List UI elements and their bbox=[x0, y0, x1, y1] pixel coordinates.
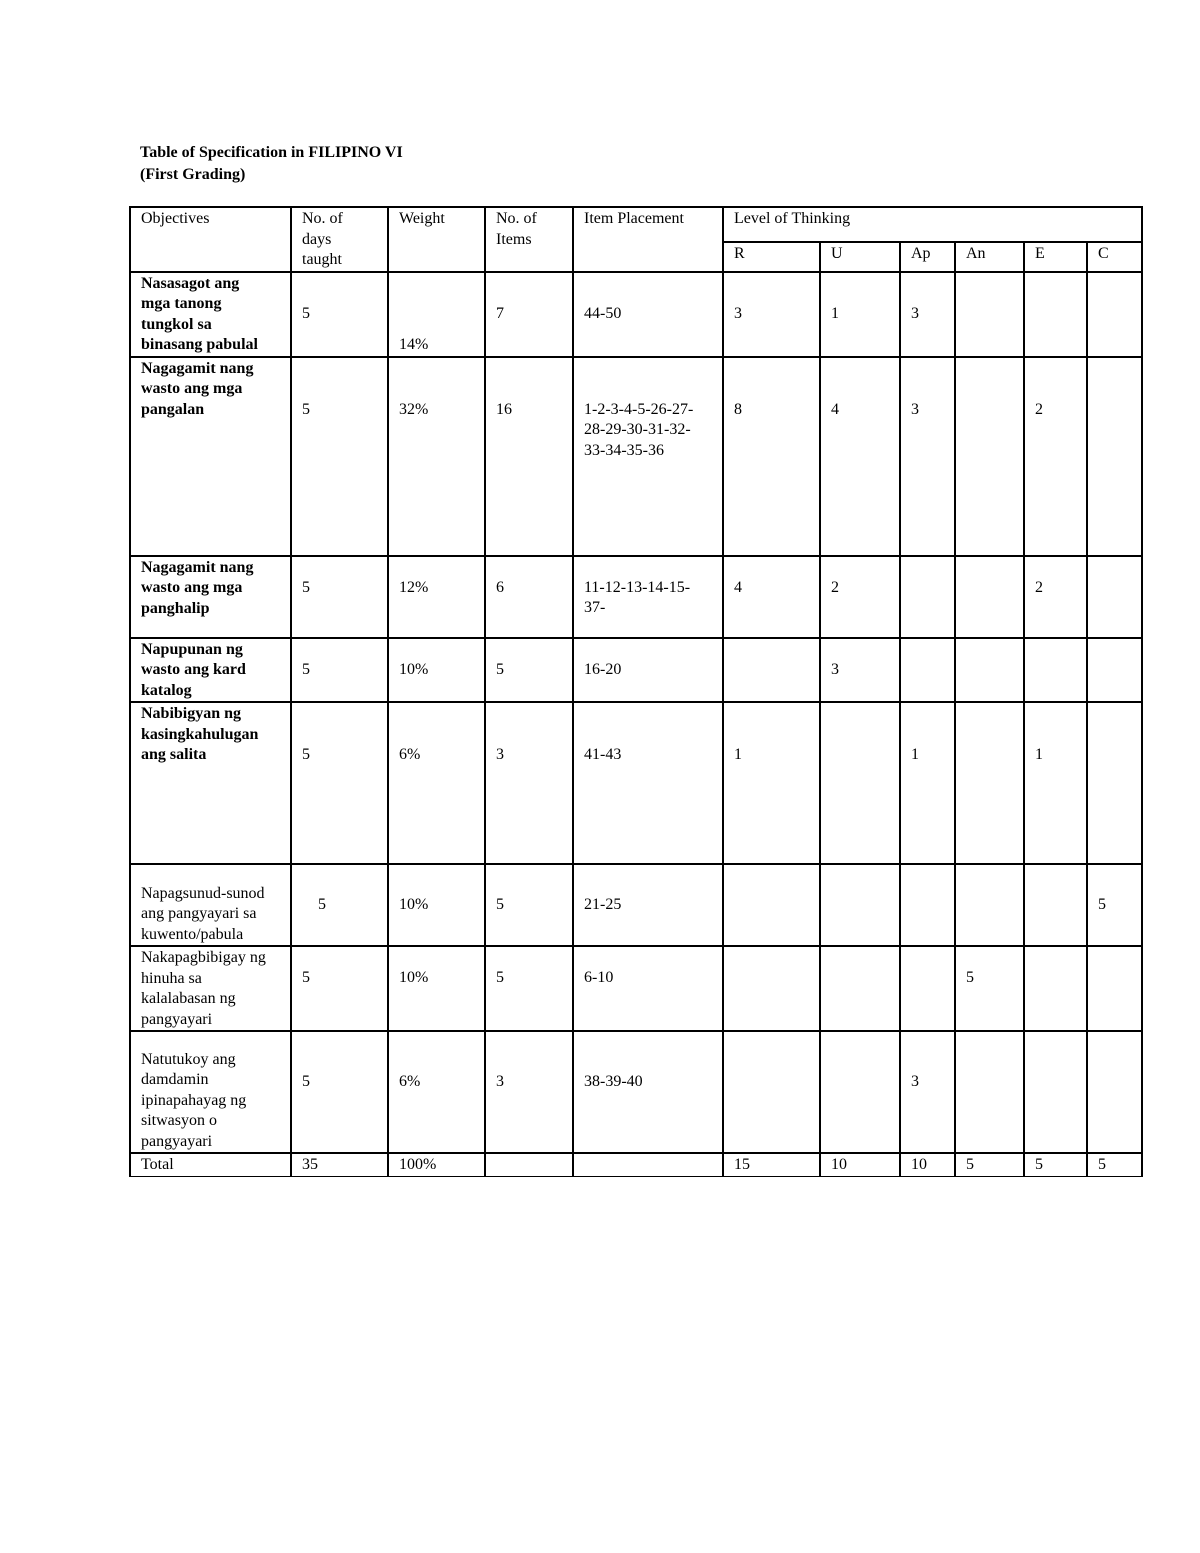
total-level-r: 15 bbox=[723, 1153, 820, 1176]
level-e-cell bbox=[1024, 864, 1087, 946]
level-ap-cell: 3 bbox=[900, 1031, 955, 1153]
weight-cell: 10% bbox=[388, 638, 485, 703]
weight-cell: 6% bbox=[388, 702, 485, 864]
level-r-cell: 3 bbox=[723, 272, 820, 357]
table-row bbox=[130, 1031, 1142, 1153]
level-r-cell bbox=[723, 864, 820, 946]
level-ap-cell bbox=[900, 556, 955, 638]
total-weight: 100% bbox=[388, 1153, 485, 1176]
level-e-cell bbox=[1024, 272, 1087, 357]
specification-table bbox=[129, 206, 1143, 1177]
level-an-cell bbox=[955, 556, 1024, 638]
table-row bbox=[130, 702, 1142, 864]
objective-cell: Nasasagot ang mga tanong tungkol sa binasang pabulal bbox=[130, 272, 291, 357]
header-weight: Weight bbox=[388, 207, 485, 272]
table-row bbox=[130, 864, 1142, 946]
total-level-ap: 10 bbox=[900, 1153, 955, 1176]
weight-cell: 14% bbox=[388, 272, 485, 357]
level-r-cell bbox=[723, 638, 820, 703]
level-an-cell bbox=[955, 638, 1024, 703]
table-row bbox=[130, 946, 1142, 1031]
level-u-cell: 1 bbox=[820, 272, 900, 357]
placement-cell: 11-12-13-14-15- 37- bbox=[573, 556, 723, 638]
level-an-cell: 5 bbox=[955, 946, 1024, 1031]
placement-cell: 16-20 bbox=[573, 638, 723, 703]
table-row bbox=[130, 272, 1142, 357]
placement-cell: 1-2-3-4-5-26-27- 28-29-30-31-32- 33-34-35-36 bbox=[573, 357, 723, 556]
level-u-cell bbox=[820, 864, 900, 946]
objective-cell: Natutukoy ang damdamin ipinapahayag ng sitwasyon o pangyayari bbox=[130, 1031, 291, 1153]
level-e-cell bbox=[1024, 638, 1087, 703]
level-ap-cell: 3 bbox=[900, 272, 955, 357]
objective-cell: Nagagamit nang wasto ang mga pangalan bbox=[130, 357, 291, 556]
header-objectives: Objectives bbox=[130, 207, 291, 272]
weight-cell: 10% bbox=[388, 864, 485, 946]
level-an-cell bbox=[955, 1031, 1024, 1153]
weight-cell: 10% bbox=[388, 946, 485, 1031]
total-level-e: 5 bbox=[1024, 1153, 1087, 1176]
total-level-u: 10 bbox=[820, 1153, 900, 1176]
items-cell: 5 bbox=[485, 864, 573, 946]
level-c-cell bbox=[1087, 638, 1142, 703]
level-r-cell: 4 bbox=[723, 556, 820, 638]
level-ap-cell: 1 bbox=[900, 702, 955, 864]
level-u-cell bbox=[820, 1031, 900, 1153]
table-row bbox=[130, 357, 1142, 556]
placement-cell: 38-39-40 bbox=[573, 1031, 723, 1153]
items-cell: 3 bbox=[485, 702, 573, 864]
days-cell: 5 bbox=[291, 357, 388, 556]
placement-cell: 21-25 bbox=[573, 864, 723, 946]
placement-cell: 44-50 bbox=[573, 272, 723, 357]
header-level-c: C bbox=[1087, 242, 1142, 271]
level-u-cell: 2 bbox=[820, 556, 900, 638]
items-cell: 5 bbox=[485, 638, 573, 703]
total-items bbox=[485, 1153, 573, 1176]
header-days: No. of days taught bbox=[291, 207, 388, 272]
level-ap-cell bbox=[900, 946, 955, 1031]
days-cell: 5 bbox=[291, 272, 388, 357]
header-level-ap: Ap bbox=[900, 242, 955, 271]
weight-cell: 32% bbox=[388, 357, 485, 556]
table-row bbox=[130, 556, 1142, 638]
weight-cell: 6% bbox=[388, 1031, 485, 1153]
items-cell: 6 bbox=[485, 556, 573, 638]
items-cell: 7 bbox=[485, 272, 573, 357]
days-cell: 5 bbox=[291, 946, 388, 1031]
level-u-cell bbox=[820, 702, 900, 864]
level-c-cell: 5 bbox=[1087, 864, 1142, 946]
items-cell: 16 bbox=[485, 357, 573, 556]
level-r-cell bbox=[723, 1031, 820, 1153]
level-r-cell bbox=[723, 946, 820, 1031]
document-subtitle: (First Grading) bbox=[140, 166, 246, 183]
placement-cell: 41-43 bbox=[573, 702, 723, 864]
level-ap-cell bbox=[900, 638, 955, 703]
total-placement bbox=[573, 1153, 723, 1176]
level-c-cell bbox=[1087, 556, 1142, 638]
header-level-r: R bbox=[723, 242, 820, 271]
objective-cell: Napupunan ng wasto ang kard katalog bbox=[130, 638, 291, 703]
total-level-an: 5 bbox=[955, 1153, 1024, 1176]
header-level-of-thinking: Level of Thinking bbox=[723, 207, 1142, 242]
level-c-cell bbox=[1087, 272, 1142, 357]
level-ap-cell bbox=[900, 864, 955, 946]
level-e-cell bbox=[1024, 1031, 1087, 1153]
level-an-cell bbox=[955, 357, 1024, 556]
level-r-cell: 1 bbox=[723, 702, 820, 864]
level-an-cell bbox=[955, 864, 1024, 946]
days-cell: 5 bbox=[291, 556, 388, 638]
total-row bbox=[130, 1153, 1142, 1176]
header-level-an: An bbox=[955, 242, 1024, 271]
level-u-cell: 4 bbox=[820, 357, 900, 556]
level-c-cell bbox=[1087, 946, 1142, 1031]
objective-cell: Nagagamit nang wasto ang mga panghalip bbox=[130, 556, 291, 638]
level-an-cell bbox=[955, 272, 1024, 357]
level-r-cell: 8 bbox=[723, 357, 820, 556]
placement-cell: 6-10 bbox=[573, 946, 723, 1031]
level-e-cell: 2 bbox=[1024, 357, 1087, 556]
level-e-cell: 2 bbox=[1024, 556, 1087, 638]
header-item-placement: Item Placement bbox=[573, 207, 723, 272]
days-cell: 5 bbox=[291, 638, 388, 703]
document-title: Table of Specification in FILIPINO VI bbox=[140, 144, 403, 161]
total-label: Total bbox=[130, 1153, 291, 1176]
days-cell: 5 bbox=[291, 864, 388, 946]
level-an-cell bbox=[955, 702, 1024, 864]
objective-cell: Napagsunud-sunod ang pangyayari sa kuwento/pabula bbox=[130, 864, 291, 946]
objective-cell: Nakapagbibigay ng hinuha sa kalalabasan ng pangyayari bbox=[130, 946, 291, 1031]
days-cell: 5 bbox=[291, 1031, 388, 1153]
items-cell: 3 bbox=[485, 1031, 573, 1153]
level-c-cell bbox=[1087, 357, 1142, 556]
level-c-cell bbox=[1087, 1031, 1142, 1153]
level-e-cell: 1 bbox=[1024, 702, 1087, 864]
header-row bbox=[130, 207, 1142, 242]
items-cell: 5 bbox=[485, 946, 573, 1031]
level-ap-cell: 3 bbox=[900, 357, 955, 556]
level-e-cell bbox=[1024, 946, 1087, 1031]
level-u-cell bbox=[820, 946, 900, 1031]
level-u-cell: 3 bbox=[820, 638, 900, 703]
total-level-c: 5 bbox=[1087, 1153, 1142, 1176]
objective-cell: Nabibigyan ng kasingkahulugan ang salita bbox=[130, 702, 291, 864]
header-level-u: U bbox=[820, 242, 900, 271]
table-row bbox=[130, 638, 1142, 703]
weight-cell: 12% bbox=[388, 556, 485, 638]
header-level-e: E bbox=[1024, 242, 1087, 271]
level-c-cell bbox=[1087, 702, 1142, 864]
header-items: No. of Items bbox=[485, 207, 573, 272]
days-cell: 5 bbox=[291, 702, 388, 864]
total-days: 35 bbox=[291, 1153, 388, 1176]
